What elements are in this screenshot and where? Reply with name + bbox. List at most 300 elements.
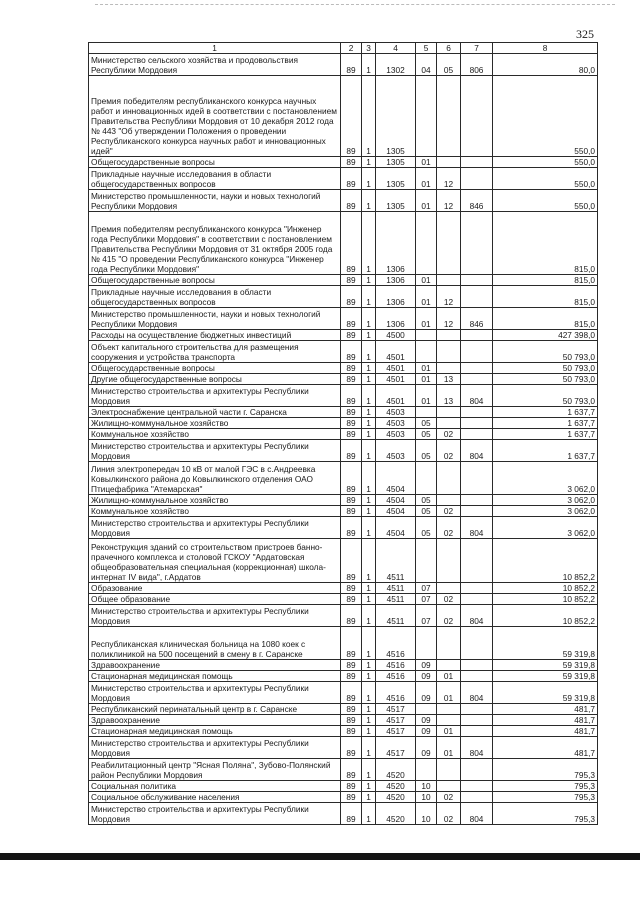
code-type-cell: 1 [362,759,376,781]
code-type-cell: 1 [362,418,376,429]
code-section-cell [416,539,437,583]
code-ministry-cell: 89 [341,627,362,660]
amount-cell: 550,0 [493,190,598,212]
code-section-cell: 01 [416,308,437,330]
amount-cell: 481,7 [493,737,598,759]
amount-cell: 3 062,0 [493,462,598,495]
code-vr-cell [461,407,493,418]
code-program-cell: 1302 [376,54,416,76]
code-section-cell: 01 [416,385,437,407]
amount-cell: 481,7 [493,726,598,737]
amount-cell: 481,7 [493,704,598,715]
code-subsection-cell: 02 [437,429,461,440]
code-program-cell: 4504 [376,506,416,517]
amount-cell: 550,0 [493,168,598,190]
column-header: 3 [362,43,376,54]
code-subsection-cell [437,330,461,341]
code-vr-cell [461,374,493,385]
code-subsection-cell: 13 [437,374,461,385]
code-section-cell: 10 [416,792,437,803]
table-row [89,682,598,704]
amount-cell: 50 793,0 [493,385,598,407]
code-type-cell: 1 [362,803,376,825]
code-program-cell: 4520 [376,759,416,781]
code-vr-cell [461,792,493,803]
code-section-cell: 10 [416,803,437,825]
code-program-cell: 4516 [376,671,416,682]
code-type-cell: 1 [362,429,376,440]
code-vr-cell: 846 [461,190,493,212]
code-ministry-cell: 89 [341,682,362,704]
code-program-cell: 4501 [376,341,416,363]
code-subsection-cell: 02 [437,605,461,627]
table-row [89,286,598,308]
item-name-cell: Министерство строительства и архитектуры Республики Мордовия [89,737,341,759]
amount-cell: 3 062,0 [493,506,598,517]
table-row [89,462,598,495]
code-program-cell: 1305 [376,157,416,168]
item-name-cell: Министерство промышленности, науки и новых технологий Республики Мордовия [89,308,341,330]
item-name-cell: Министерство строительства и архитектуры Республики Мордовия [89,440,341,462]
code-program-cell: 4516 [376,627,416,660]
item-name-cell: Общегосударственные вопросы [89,275,341,286]
code-ministry-cell: 89 [341,583,362,594]
code-ministry-cell: 89 [341,190,362,212]
code-program-cell: 4520 [376,792,416,803]
code-section-cell: 04 [416,54,437,76]
item-name-cell: Министерство строительства и архитектуры Республики Мордовия [89,605,341,627]
code-ministry-cell: 89 [341,330,362,341]
item-name-cell: Министерство строительства и архитектуры Республики Мордовия [89,682,341,704]
item-name-cell: Республиканский перинатальный центр в г. Саранске [89,704,341,715]
code-program-cell: 4520 [376,781,416,792]
table-row [89,157,598,168]
code-vr-cell [461,594,493,605]
code-program-cell: 4511 [376,539,416,583]
table-row [89,792,598,803]
code-vr-cell: 804 [461,605,493,627]
code-program-cell: 4517 [376,704,416,715]
code-ministry-cell: 89 [341,385,362,407]
table-row [89,671,598,682]
code-ministry-cell: 89 [341,759,362,781]
table-row [89,660,598,671]
code-type-cell: 1 [362,682,376,704]
code-subsection-cell [437,539,461,583]
code-program-cell: 4503 [376,429,416,440]
code-section-cell: 05 [416,506,437,517]
code-ministry-cell: 89 [341,440,362,462]
code-vr-cell [461,330,493,341]
code-vr-cell: 804 [461,440,493,462]
amount-cell: 481,7 [493,715,598,726]
amount-cell: 815,0 [493,212,598,275]
code-type-cell: 1 [362,275,376,286]
table-row [89,429,598,440]
item-name-cell: Республиканская клиническая больница на 1080 коек с поликлиникой на 500 посещений в смену в г. Саранске [89,627,341,660]
code-ministry-cell: 89 [341,429,362,440]
table-body [89,54,598,825]
code-section-cell [416,759,437,781]
column-header: 2 [341,43,362,54]
code-vr-cell [461,726,493,737]
code-program-cell: 1305 [376,168,416,190]
code-subsection-cell: 02 [437,792,461,803]
code-subsection-cell [437,781,461,792]
code-type-cell: 1 [362,583,376,594]
code-vr-cell [461,759,493,781]
item-name-cell: Линия электропередач 10 кВ от малой ГЭС в с.Андреевка Ковылкинского района до Ковылкинского отделения ОАО Птицефабрика "Атемарская" [89,462,341,495]
column-header: 6 [437,43,461,54]
code-section-cell: 05 [416,517,437,539]
table-row [89,363,598,374]
code-program-cell: 4517 [376,726,416,737]
code-subsection-cell [437,407,461,418]
code-program-cell: 4503 [376,407,416,418]
code-vr-cell: 804 [461,737,493,759]
amount-cell: 80,0 [493,54,598,76]
item-name-cell: Министерство строительства и архитектуры Республики Мордовия [89,803,341,825]
code-section-cell: 07 [416,594,437,605]
code-program-cell: 4511 [376,605,416,627]
code-subsection-cell [437,363,461,374]
code-subsection-cell: 01 [437,726,461,737]
code-program-cell: 4501 [376,374,416,385]
code-type-cell: 1 [362,660,376,671]
code-ministry-cell: 89 [341,495,362,506]
code-program-cell: 4504 [376,462,416,495]
amount-cell: 10 852,2 [493,583,598,594]
code-ministry-cell: 89 [341,212,362,275]
table-row [89,594,598,605]
amount-cell: 815,0 [493,286,598,308]
scan-top-edge [95,4,615,5]
column-header: 7 [461,43,493,54]
table-row [89,308,598,330]
code-subsection-cell [437,212,461,275]
code-section-cell: 01 [416,363,437,374]
code-vr-cell [461,212,493,275]
code-program-cell: 4520 [376,803,416,825]
code-program-cell: 4517 [376,737,416,759]
code-subsection-cell: 02 [437,506,461,517]
budget-table [88,42,598,825]
table-row [89,506,598,517]
code-ministry-cell: 89 [341,539,362,583]
code-subsection-cell: 12 [437,168,461,190]
code-vr-cell [461,715,493,726]
column-header: 4 [376,43,416,54]
code-type-cell: 1 [362,605,376,627]
table-row [89,605,598,627]
code-ministry-cell: 89 [341,363,362,374]
amount-cell: 795,3 [493,792,598,803]
table-row [89,726,598,737]
amount-cell: 10 852,2 [493,594,598,605]
code-program-cell: 4504 [376,495,416,506]
code-ministry-cell: 89 [341,803,362,825]
code-type-cell: 1 [362,76,376,157]
code-ministry-cell: 89 [341,517,362,539]
code-ministry-cell: 89 [341,715,362,726]
code-subsection-cell [437,341,461,363]
code-subsection-cell: 02 [437,594,461,605]
amount-cell: 550,0 [493,76,598,157]
code-subsection-cell: 02 [437,517,461,539]
amount-cell: 50 793,0 [493,374,598,385]
code-vr-cell [461,418,493,429]
code-type-cell: 1 [362,157,376,168]
item-name-cell: Образование [89,583,341,594]
code-section-cell [416,76,437,157]
code-section-cell [416,341,437,363]
code-subsection-cell [437,704,461,715]
item-name-cell: Объект капитального строительства для размещения сооружения и устройства транспорта [89,341,341,363]
code-type-cell: 1 [362,363,376,374]
code-section-cell [416,407,437,418]
code-subsection-cell [437,627,461,660]
code-ministry-cell: 89 [341,341,362,363]
scan-fold-line [0,853,640,860]
amount-cell: 10 852,2 [493,539,598,583]
code-ministry-cell: 89 [341,594,362,605]
code-section-cell: 09 [416,660,437,671]
amount-cell: 50 793,0 [493,341,598,363]
code-vr-cell [461,495,493,506]
amount-cell: 59 319,8 [493,682,598,704]
code-type-cell: 1 [362,737,376,759]
code-program-cell: 4517 [376,715,416,726]
code-section-cell: 09 [416,715,437,726]
code-program-cell: 4511 [376,594,416,605]
table-row [89,737,598,759]
scan-bottom-margin [0,860,640,905]
code-vr-cell [461,583,493,594]
code-section-cell: 01 [416,157,437,168]
code-subsection-cell [437,715,461,726]
code-type-cell: 1 [362,341,376,363]
amount-cell: 3 062,0 [493,495,598,506]
amount-cell: 10 852,2 [493,605,598,627]
table-row [89,275,598,286]
table-row [89,374,598,385]
code-type-cell: 1 [362,539,376,583]
code-section-cell: 07 [416,583,437,594]
code-section-cell [416,330,437,341]
code-vr-cell: 804 [461,517,493,539]
code-subsection-cell [437,76,461,157]
code-type-cell: 1 [362,385,376,407]
item-name-cell: Коммунальное хозяйство [89,429,341,440]
code-vr-cell [461,363,493,374]
item-name-cell: Расходы на осуществление бюджетных инвестиций [89,330,341,341]
code-section-cell: 05 [416,429,437,440]
code-type-cell: 1 [362,462,376,495]
item-name-cell: Министерство строительства и архитектуры Республики Мордовия [89,517,341,539]
code-subsection-cell: 02 [437,803,461,825]
amount-cell: 815,0 [493,275,598,286]
item-name-cell: Электроснабжение центральной части г. Саранска [89,407,341,418]
table-row [89,407,598,418]
code-section-cell [416,462,437,495]
amount-cell: 50 793,0 [493,363,598,374]
code-type-cell: 1 [362,407,376,418]
code-ministry-cell: 89 [341,462,362,495]
code-section-cell: 01 [416,275,437,286]
code-vr-cell [461,671,493,682]
table-row [89,418,598,429]
table-row [89,539,598,583]
item-name-cell: Жилищно-коммунальное хозяйство [89,418,341,429]
code-section-cell: 09 [416,726,437,737]
code-program-cell: 4500 [376,330,416,341]
code-ministry-cell: 89 [341,792,362,803]
header-row [89,43,598,54]
code-type-cell: 1 [362,715,376,726]
code-program-cell: 4511 [376,583,416,594]
table-row [89,76,598,157]
code-section-cell: 05 [416,418,437,429]
code-program-cell: 4501 [376,385,416,407]
table-row [89,759,598,781]
code-type-cell: 1 [362,792,376,803]
amount-cell: 59 319,8 [493,671,598,682]
code-ministry-cell: 89 [341,76,362,157]
item-name-cell: Реабилитационный центр "Ясная Поляна", Зубово-Полянский район Республики Мордовия [89,759,341,781]
code-ministry-cell: 89 [341,275,362,286]
code-section-cell [416,212,437,275]
code-section-cell [416,627,437,660]
code-subsection-cell: 05 [437,54,461,76]
amount-cell: 59 319,8 [493,627,598,660]
table-row [89,212,598,275]
table-row [89,385,598,407]
code-ministry-cell: 89 [341,168,362,190]
item-name-cell: Министерство сельского хозяйства и продовольствия Республики Мордовия [89,54,341,76]
code-type-cell: 1 [362,212,376,275]
code-section-cell: 09 [416,671,437,682]
table-row [89,495,598,506]
code-subsection-cell [437,660,461,671]
code-program-cell: 1305 [376,76,416,157]
code-vr-cell: 804 [461,682,493,704]
code-program-cell: 1306 [376,212,416,275]
code-subsection-cell [437,583,461,594]
code-vr-cell [461,781,493,792]
code-type-cell: 1 [362,54,376,76]
code-subsection-cell: 12 [437,286,461,308]
code-ministry-cell: 89 [341,157,362,168]
table-row [89,803,598,825]
code-vr-cell [461,539,493,583]
code-type-cell: 1 [362,286,376,308]
code-subsection-cell [437,495,461,506]
amount-cell: 815,0 [493,308,598,330]
amount-cell: 427 398,0 [493,330,598,341]
amount-cell: 1 637,7 [493,407,598,418]
amount-cell: 550,0 [493,157,598,168]
code-type-cell: 1 [362,374,376,385]
code-subsection-cell [437,275,461,286]
column-header: 8 [493,43,598,54]
table-row [89,583,598,594]
column-header: 5 [416,43,437,54]
code-subsection-cell: 02 [437,440,461,462]
code-vr-cell [461,168,493,190]
item-name-cell: Общегосударственные вопросы [89,157,341,168]
code-ministry-cell: 89 [341,506,362,517]
code-vr-cell [461,704,493,715]
item-name-cell: Социальная политика [89,781,341,792]
amount-cell: 795,3 [493,781,598,792]
code-ministry-cell: 89 [341,407,362,418]
code-type-cell: 1 [362,308,376,330]
code-type-cell: 1 [362,330,376,341]
code-type-cell: 1 [362,671,376,682]
item-name-cell: Здравоохранение [89,715,341,726]
code-ministry-cell: 89 [341,418,362,429]
code-ministry-cell: 89 [341,286,362,308]
table-row [89,781,598,792]
code-program-cell: 4516 [376,682,416,704]
table-row [89,517,598,539]
item-name-cell: Общегосударственные вопросы [89,363,341,374]
table-row [89,190,598,212]
code-ministry-cell: 89 [341,781,362,792]
code-ministry-cell: 89 [341,726,362,737]
code-section-cell: 01 [416,168,437,190]
item-name-cell: Премия победителям республиканского конкурса научных работ и инновационных идей в соответствии с постановлением Правительства Республики Мордовия от 10 декабря 2012 года № 443 "Об утверждении Положения о проведении Республиканского конкурса научных работ и инновационных идей" [89,76,341,157]
code-subsection-cell: 12 [437,190,461,212]
code-vr-cell [461,429,493,440]
code-vr-cell: 806 [461,54,493,76]
code-type-cell: 1 [362,190,376,212]
table-row [89,54,598,76]
amount-cell: 1 637,7 [493,440,598,462]
code-type-cell: 1 [362,594,376,605]
code-type-cell: 1 [362,440,376,462]
code-vr-cell: 804 [461,385,493,407]
code-section-cell: 09 [416,682,437,704]
code-subsection-cell: 01 [437,737,461,759]
item-name-cell: Коммунальное хозяйство [89,506,341,517]
item-name-cell: Прикладные научные исследования в области общегосударственных вопросов [89,168,341,190]
code-subsection-cell: 12 [437,308,461,330]
code-section-cell: 05 [416,495,437,506]
table-row [89,440,598,462]
code-type-cell: 1 [362,495,376,506]
code-program-cell: 1305 [376,190,416,212]
table-row [89,330,598,341]
code-program-cell: 4516 [376,660,416,671]
code-vr-cell [461,506,493,517]
code-section-cell [416,704,437,715]
item-name-cell: Социальное обслуживание населения [89,792,341,803]
code-section-cell: 01 [416,374,437,385]
code-section-cell: 07 [416,605,437,627]
table-row [89,627,598,660]
code-section-cell: 10 [416,781,437,792]
item-name-cell: Министерство промышленности, науки и новых технологий Республики Мордовия [89,190,341,212]
table-row [89,168,598,190]
code-ministry-cell: 89 [341,308,362,330]
table-row [89,341,598,363]
table-row [89,715,598,726]
amount-cell: 3 062,0 [493,517,598,539]
item-name-cell: Стационарная медицинская помощь [89,726,341,737]
code-subsection-cell: 01 [437,682,461,704]
code-section-cell: 01 [416,190,437,212]
